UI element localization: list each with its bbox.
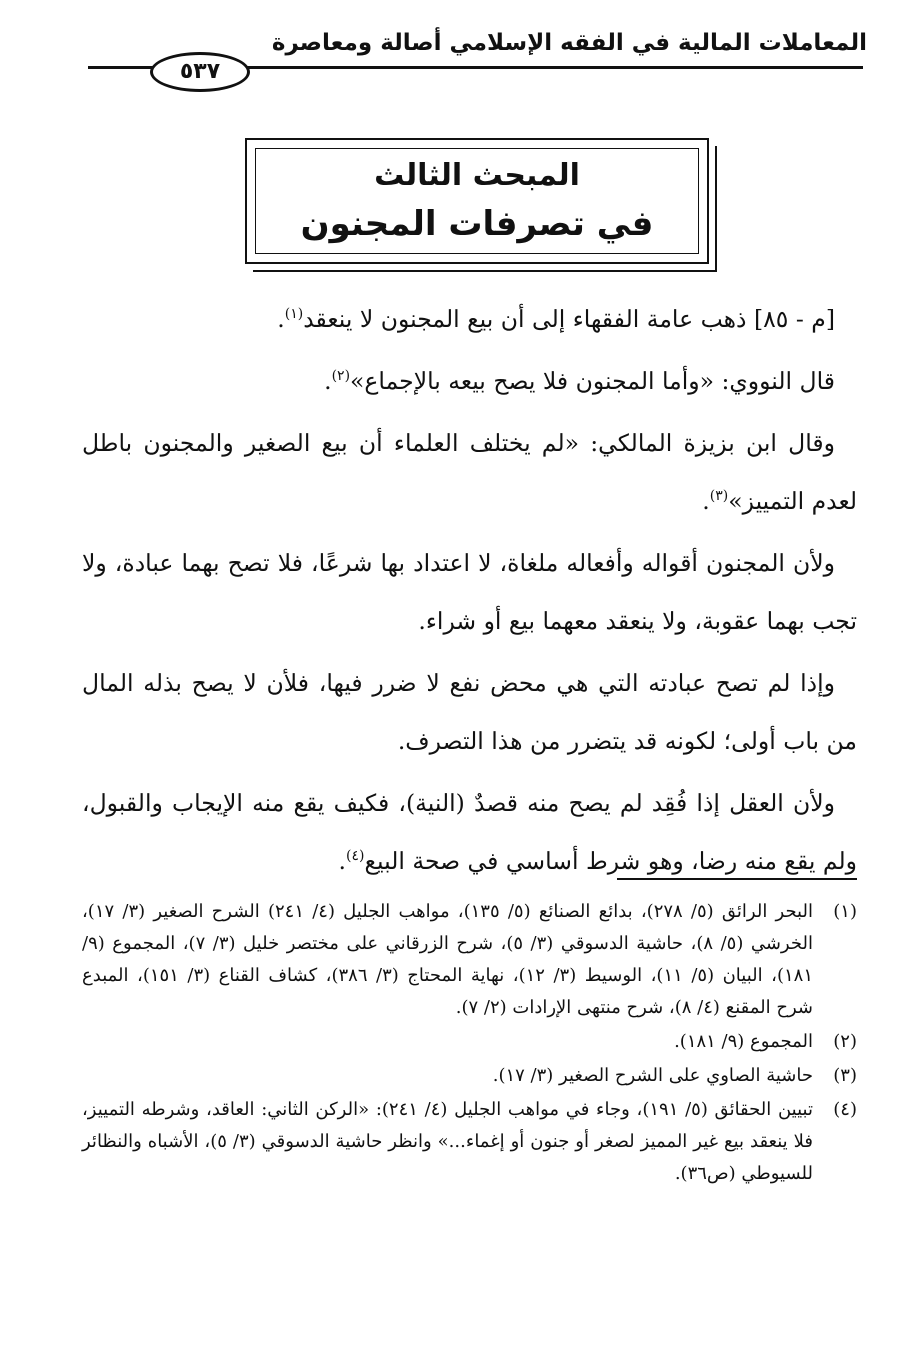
- footnote: [82, 896, 857, 1024]
- section-title-box: [245, 138, 709, 264]
- section-title-frame: [255, 148, 699, 254]
- footnote-ref[interactable]: (١): [284, 306, 304, 323]
- footnote-number: (٤): [833, 1099, 857, 1120]
- paragraph-end: .: [324, 367, 332, 395]
- footnote-text: حاشية الصاوي على الشرح الصغير (٣/ ١٧).: [492, 1065, 813, 1086]
- footnote-ref[interactable]: (٤): [346, 848, 365, 865]
- footnote-text: المجموع (٩/ ١٨١).: [674, 1031, 813, 1052]
- section-subtitle: في تصرفات المجنون: [300, 204, 654, 244]
- paragraph: [82, 352, 857, 410]
- body-text: [82, 290, 857, 894]
- footnote: [82, 1094, 857, 1190]
- paragraph: [82, 290, 857, 348]
- section-title: المبحث الثالث: [374, 158, 580, 193]
- footnote-number: (١): [833, 901, 857, 922]
- paragraph: [82, 654, 857, 770]
- paragraph-text: ولأن العقل إذا فُقِد لم يصح منه قصدٌ (النية)، فكيف يقع منه الإيجاب والقبول، ولم يقع منه رضا، وهو شرط أساسي في صحة البيع: [82, 789, 857, 875]
- paragraph: [82, 774, 857, 890]
- paragraph-text: ولأن المجنون أقواله وأفعاله ملغاة، لا اعتداد بها شرعًا، فلا تصح بهما عبادة، ولا تجب بهما عقوبة، ولا ينعقد معهما بيع أو شراء.: [82, 549, 857, 635]
- footnotes: [82, 896, 857, 1192]
- paragraph: [82, 414, 857, 530]
- footnote-number: (٢): [833, 1031, 857, 1052]
- footnote-number: (٣): [833, 1065, 857, 1086]
- footnote-text: تبيين الحقائق (٥/ ١٩١)، وجاء في مواهب الجليل (٤/ ٢٤١): «الركن الثاني: العاقد، وشرطه التمييز، فلا ينعقد بيع غير المميز لصغر أو جنون أو إغماء...» وانظر حاشية الدسوقي (٣/ ٥)، الأشباه والنظائر للسيوطي (ص٣٦).: [82, 1099, 813, 1184]
- paragraph-text: [م - ٨٥] ذهب عامة الفقهاء إلى أن بيع المجنون لا ينعقد: [303, 305, 835, 333]
- paragraph: [82, 534, 857, 650]
- footnote: [82, 1060, 857, 1092]
- page-number: ٥٣٧: [150, 52, 250, 92]
- footnote-ref[interactable]: (٣): [709, 488, 729, 505]
- footnote-text: البحر الرائق (٥/ ٢٧٨)، بدائع الصنائع (٥/ ١٣٥)، مواهب الجليل (٤/ ٢٤١) الشرح الصغير (٣/ ١٧)، الخرشي (٥/ ٨)، حاشية الدسوقي (٣/ ٥)، شرح الزرقاني على مختصر خليل (٣/ ٧)، المجموع (٩/ ١٨١)، البيان (٥/ ١١)، الوسيط (٣/ ١٢)، نهاية المحتاج (٣/ ٣٨٦)، كشاف القناع (٣/ ١٥١)، المبدع شرح المقنع (٤/ ٨)، شرح منتهى الإرادات (٢/ ٧).: [82, 901, 813, 1018]
- footnote-ref[interactable]: (٢): [331, 368, 351, 385]
- footnote-separator: [617, 878, 857, 880]
- paragraph-end: .: [277, 305, 285, 333]
- footnote: [82, 1026, 857, 1058]
- paragraph-end: .: [338, 847, 347, 875]
- paragraph-end: .: [702, 487, 710, 515]
- running-head: المعاملات المالية في الفقه الإسلامي أصالة ومعاصرة: [271, 30, 867, 56]
- paragraph-text: وقال ابن بزيزة المالكي: «لم يختلف العلماء أن بيع الصغير والمجنون باطل لعدم التمييز»: [82, 429, 857, 515]
- paragraph-text: قال النووي: «وأما المجنون فلا يصح بيعه بالإجماع»: [350, 367, 835, 395]
- paragraph-text: وإذا لم تصح عبادته التي هي محض نفع لا ضرر فيها، فلأن لا يصح بذله المال من باب أولى؛ لكونه قد يتضرر من هذا التصرف.: [82, 669, 857, 755]
